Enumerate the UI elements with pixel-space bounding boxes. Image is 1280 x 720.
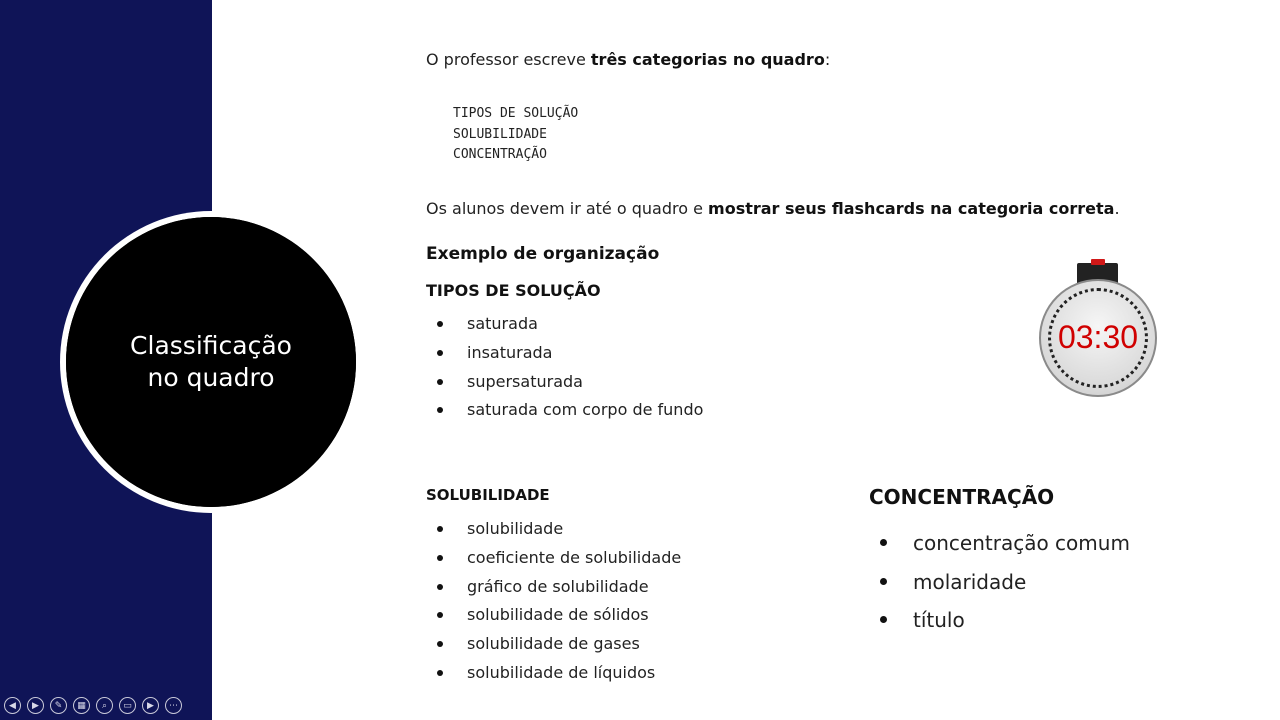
list-item-text: molaridade [913,569,1027,594]
list-item-text: solubilidade de gases [467,634,640,654]
instruction-bold: mostrar seus flashcards na categoria correta [708,199,1115,218]
bullet-icon [437,670,443,676]
group-heading-solubilidade: SOLUBILIDADE [426,486,550,504]
bullet-icon [880,616,887,623]
next-icon[interactable]: ▶ [27,697,44,714]
list-item-text: gráfico de solubilidade [467,576,649,596]
intro-text [426,50,830,69]
bullet-icon [437,612,443,618]
list-item-text: solubilidade [467,519,564,538]
camera-icon[interactable]: ▶ [142,697,159,714]
bullet-icon [437,555,443,561]
bullet-icon [437,379,443,385]
stopwatch-timer [1039,259,1157,397]
list-item-text: solubilidade de sólidos [467,605,649,625]
slides-grid-icon[interactable]: ▦ [73,697,90,714]
stopwatch-button-icon [1091,259,1105,265]
list-item-text: saturada [467,314,538,333]
timer-display: 03:30 [1057,319,1139,355]
board-categories [453,104,578,166]
example-title: Exemplo de organização [426,244,660,264]
slide-title-line1: Classificação [130,331,292,360]
instruction-pre: Os alunos devem ir até o quadro e [426,199,709,218]
bullet-icon [437,641,443,647]
board-category: SOLUBILIDADE [453,126,547,142]
board-category: TIPOS DE SOLUÇÃO [453,106,579,121]
presentation-toolbar [4,697,182,717]
list-item-text: coeficiente de solubilidade [467,547,682,567]
title-circle [60,211,362,513]
list-item-text: solubilidade de líquidos [467,662,656,682]
intro-post: : [824,50,831,69]
bullet-icon [437,526,443,532]
list-item-text: saturada com corpo de fundo [467,400,704,420]
bullet-icon [437,584,443,590]
more-icon[interactable]: ⋯ [165,697,182,714]
intro-bold: três categorias no quadro [590,50,825,69]
group-heading-tipos: TIPOS DE SOLUÇÃO [426,281,601,300]
intro-pre: O professor escreve [426,50,591,69]
bullet-icon [437,321,443,327]
bullet-icon [880,578,887,585]
subtitles-icon[interactable]: ▭ [119,697,136,714]
list-item-text: insaturada [467,342,553,362]
slide-title-line2: no quadro [147,363,275,392]
title-circle-inner [66,217,356,507]
list-item-text: concentração comum [913,531,1130,555]
previous-icon[interactable]: ◀ [4,697,21,714]
group-heading-concentracao: CONCENTRAÇÃO [869,485,1055,509]
list-item-text: título [913,608,965,632]
bullet-icon [437,350,443,356]
instruction-text [426,199,1120,218]
bullet-icon [437,407,443,413]
list-item-text: supersaturada [467,371,583,391]
instruction-post: . [1114,199,1120,218]
stopwatch-face [1039,279,1157,397]
board-category: CONCENTRAÇÃO [453,147,547,162]
pen-icon[interactable]: ✎ [50,697,67,714]
zoom-icon[interactable]: ⌕ [96,697,113,714]
bullet-icon [880,539,887,546]
